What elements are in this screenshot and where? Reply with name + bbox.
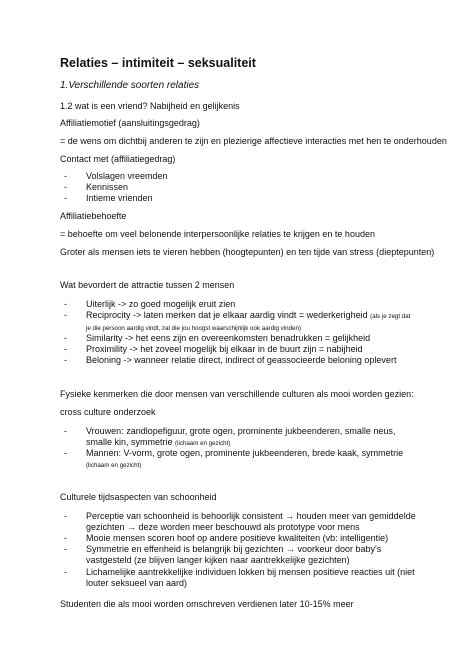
list-item: [64, 544, 416, 566]
list-item: [64, 171, 416, 182]
list-dash: -: [64, 182, 67, 192]
fysieke-heading: Fysieke kenmerken die door mensen van verschillende culturen als mooi worden gezien:: [60, 389, 414, 399]
list-item-text: Reciprocity -> laten merken dat je elkaar aardig vindt = wederkerigheid (als je zegt dat je die persoon aardig vindt, zal die jou hoogst waarschijnlijk ook aardig vinden): [86, 310, 411, 332]
list-item: [64, 182, 416, 193]
list-dash: -: [64, 333, 67, 343]
list-dash: -: [64, 310, 67, 320]
list-item: [64, 299, 416, 310]
list-item-text: Proximility -> het zoveel mogelijk bij elkaar in de buurt zijn = nabijheid: [86, 344, 363, 354]
list-item: [64, 355, 416, 366]
document-title: Relaties – intimiteit – seksualiteit: [60, 56, 256, 70]
list-item: [64, 193, 416, 204]
section-heading-1-2: 1.2 wat is een vriend? Nabijheid en gelijkenis: [60, 101, 240, 111]
list-item-text: Kennissen: [86, 182, 129, 192]
list-item-text: Symmetrie en effenheid is belangrijk bij gezichten → voorkeur door baby's vastgesteld (ze blijven langer kijken naar aantrekkelijke gezichten): [86, 544, 382, 565]
final-line: Studenten die als mooi worden omschreven verdienen later 10-15% meer: [60, 599, 354, 609]
list-dash: -: [64, 299, 67, 309]
list-dash: -: [64, 193, 67, 203]
list-item-text: Perceptie van schoonheid is behoorlijk consistent → houden meer van gemiddelde gezichten → deze worden meer beschouwd als prototype voor mens: [86, 511, 416, 532]
list-item: [64, 426, 416, 449]
list-item-note: (lichaam en gezicht): [175, 440, 231, 447]
list-item: [64, 448, 416, 471]
list-item: [64, 533, 416, 544]
list-item: [64, 511, 416, 533]
list-item-note: (als je zegt dat je die persoon aardig vindt, zal die jou hoogst waarschijnlijk ook aardig vinden): [86, 313, 411, 332]
definition-behoefte: = behoefte om veel belonende interpersoonlijke relaties te krijgen en te houden: [60, 229, 375, 239]
list-item-text: Beloning -> wanneer relatie direct, indirect of geassocieerde beloning oplevert: [86, 355, 397, 365]
term-affiliatiebehoefte: Affiliatiebehoefte: [60, 211, 127, 221]
list-dash: -: [64, 533, 67, 543]
list-item-text: Uiterlijk -> zo goed mogelijk eruit zien: [86, 299, 236, 309]
list-dash: -: [64, 355, 67, 365]
term-contact-met: Contact met (affiliatiegedrag): [60, 154, 176, 164]
list-item-text: Similarity -> het eens zijn en overeenkomsten benadrukken = gelijkheid: [86, 333, 371, 343]
list-dash: -: [64, 344, 67, 354]
section-subtitle: 1.Verschillende soorten relaties: [60, 80, 200, 91]
list-dash: -: [64, 426, 67, 436]
cross-culture-label: cross culture onderzoek: [60, 407, 156, 417]
list-item-text: Lichamelijke aantrekkelijke individuen lokken bij mensen positieve reacties uit (niet louter seksueel van aard): [86, 567, 415, 588]
list-item-text: Mooie mensen scoren hoof op andere positieve kwaliteiten (vb: intelligentie): [86, 533, 389, 543]
list-item-text: Volslagen vreemden: [86, 171, 168, 181]
cultureel-heading: Culturele tijdsaspecten van schoonheid: [60, 492, 217, 502]
definition-motief: = de wens om dichtbij anderen te zijn en plezierige affectieve interacties met hen te onderhouden: [60, 136, 447, 146]
list-item: [64, 310, 416, 334]
list-dash: -: [64, 171, 67, 181]
list-dash: -: [64, 511, 67, 521]
list-item-text: Intieme vrienden: [86, 193, 153, 203]
list-item-note: (lichaam en gezicht): [86, 462, 142, 469]
list-item-text: Vrouwen: zandlopefiguur, grote ogen, prominente jukbeenderen, smalle neus, smalle kin, symmetrie (lichaam en gezicht): [86, 426, 396, 447]
list-dash: -: [64, 544, 67, 554]
list-item: [64, 333, 416, 344]
list-dash: -: [64, 567, 67, 577]
list-item: [64, 567, 416, 589]
list-dash: -: [64, 448, 67, 458]
term-affiliatiemotief: Affiliatiemotief (aansluitingsgedrag): [60, 118, 200, 128]
attractie-heading: Wat bevordert de attractie tussen 2 mensen: [60, 280, 235, 290]
stress-line: Groter als mensen iets te vieren hebben (hoogtepunten) en ten tijde van stress (dieptepunten): [60, 247, 435, 257]
list-item: [64, 344, 416, 355]
list-item-text: Mannen: V-vorm, grote ogen, prominente jukbeenderen, brede kaak, symmetrie (lichaam en gezicht): [86, 448, 404, 469]
